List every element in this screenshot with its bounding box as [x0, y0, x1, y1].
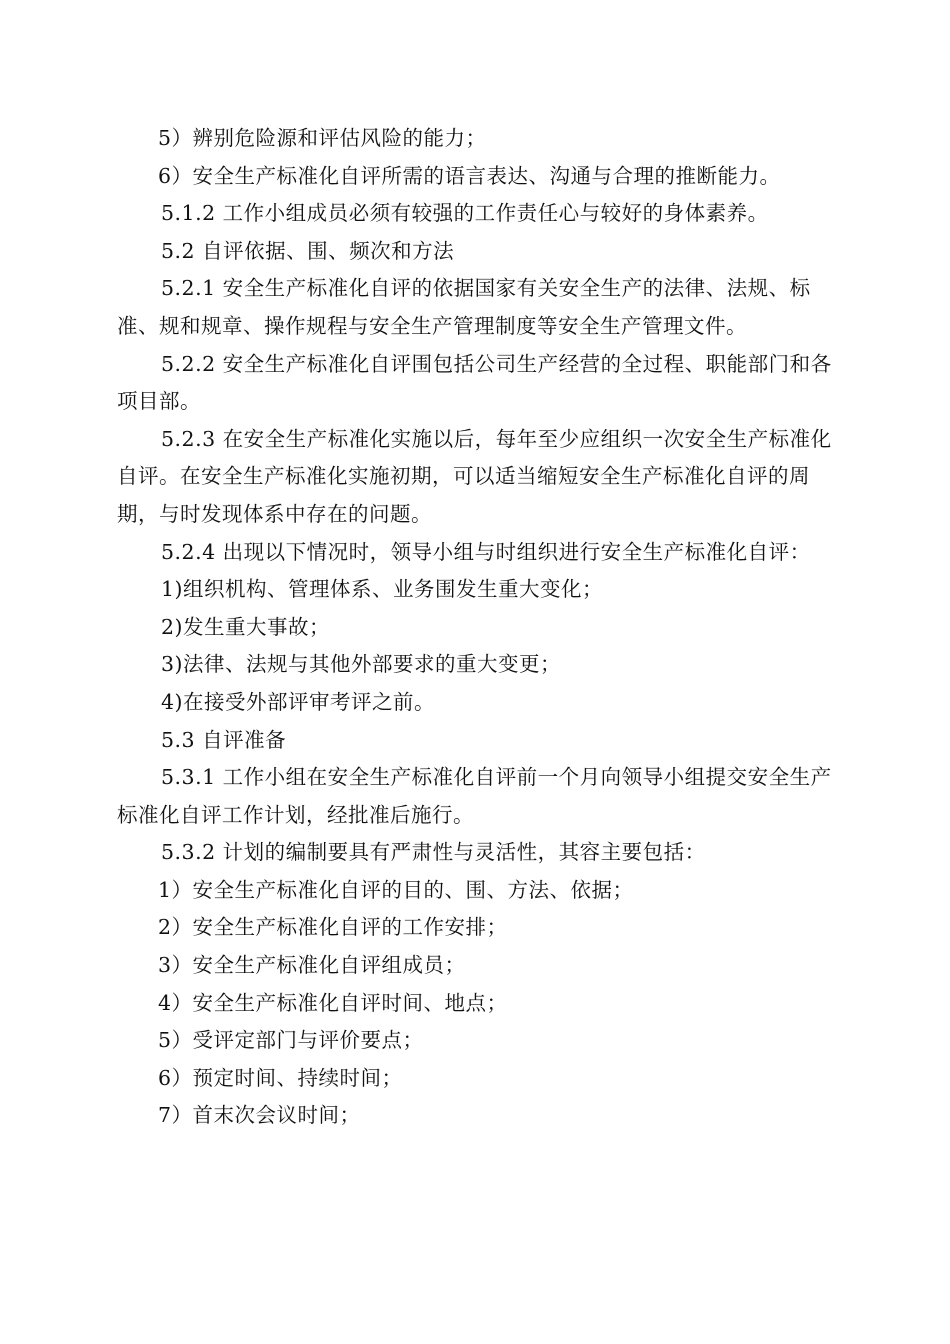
paragraph-list-item: 3）安全生产标准化自评组成员； — [158, 953, 466, 978]
paragraph-clause: 5.3.2 计划的编制要具有严肃性与灵活性，其容主要包括： — [161, 840, 706, 865]
paragraph-list-item: 3)法律、法规与其他外部要求的重大变更； — [161, 652, 562, 677]
document-body — [117, 120, 837, 1135]
section-heading: 5.3 自评准备 — [161, 727, 287, 752]
paragraph-list-item: 6）预定时间、持续时间； — [158, 1065, 403, 1090]
paragraph-clause: 5.1.2 工作小组成员必须有较强的工作责任心与较好的身体素养。 — [161, 201, 769, 226]
paragraph-clause: 5.2.3 在安全生产标准化实施以后，每年至少应组织一次安全生产标准化自评。在安全生产标准化实施初期，可以适当缩短安全生产标准化自评的周期，与时发现体系中存在的问题。 — [117, 426, 832, 526]
paragraph-list-item: 1）安全生产标准化自评的目的、围、方法、依据； — [158, 877, 634, 902]
paragraph-list-item: 5）辨别危险源和评估风险的能力； — [158, 126, 487, 150]
paragraph-list-item: 2）安全生产标准化自评的工作安排； — [158, 915, 508, 940]
paragraph-clause: 5.2.2 安全生产标准化自评围包括公司生产经营的全过程、职能部门和各项目部。 — [117, 351, 832, 414]
paragraph-clause: 5.2.4 出现以下情况时，领导小组与时组织进行安全生产标准化自评： — [161, 539, 811, 564]
paragraph-list-item: 7）首末次会议时间； — [158, 1103, 361, 1128]
paragraph-list-item: 6）安全生产标准化自评所需的语言表达、沟通与合理的推断能力。 — [158, 163, 781, 188]
paragraph-list-item: 4)在接受外部评审考评之前。 — [161, 689, 436, 714]
paragraph-list-item: 1)组织机构、管理体系、业务围发生重大变化； — [161, 577, 604, 602]
section-heading: 5.2 自评依据、围、频次和方法 — [161, 238, 455, 263]
paragraph-list-item: 4）安全生产标准化自评时间、地点； — [158, 990, 508, 1015]
paragraph-clause: 5.3.1 工作小组在安全生产标准化自评前一个月向领导小组提交安全生产标准化自评工作计划，经批准后施行。 — [117, 765, 832, 827]
paragraph-list-item: 2)发生重大事故； — [161, 614, 331, 639]
paragraph-clause: 5.2.1 安全生产标准化自评的依据国家有关安全生产的法律、法规、标准、规和规章、操作规程与安全生产管理制度等安全生产管理文件。 — [117, 276, 811, 338]
paragraph-list-item: 5）受评定部门与评价要点； — [158, 1028, 424, 1053]
